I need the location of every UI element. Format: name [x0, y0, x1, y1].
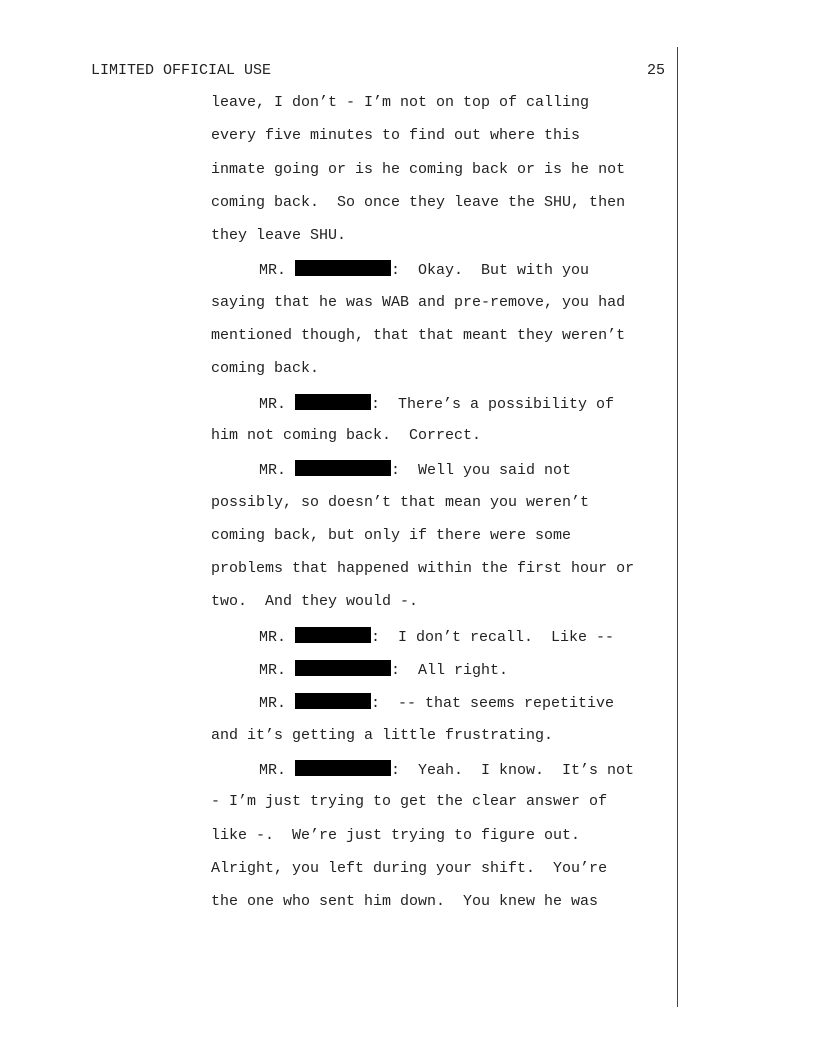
transcript-line — [0, 327, 677, 360]
transcript-line — [0, 394, 677, 427]
speaker-line — [259, 260, 589, 279]
redacted-name — [295, 260, 391, 276]
line-text: Alright, you left during your shift. You’re — [211, 859, 608, 877]
speaker-text: : Okay. But with you — [391, 262, 590, 280]
redacted-name — [295, 660, 391, 676]
line-text: coming back. So once they leave the SHU, then — [211, 193, 626, 211]
speaker-text: : -- that seems repetitive — [371, 695, 615, 713]
transcript-line — [0, 893, 677, 926]
transcript-line — [0, 760, 677, 793]
transcript-line — [0, 827, 677, 860]
speaker-prefix: MR. — [259, 628, 296, 646]
speaker-prefix: MR. — [259, 262, 296, 280]
transcript-line — [0, 727, 677, 760]
redacted-name — [295, 627, 371, 643]
transcript-line — [0, 793, 677, 826]
line-text: inmate going or is he coming back or is he not — [211, 160, 626, 178]
transcript-line — [0, 127, 677, 160]
line-text: like -. We’re just trying to figure out. — [211, 826, 581, 844]
speaker-prefix: MR. — [259, 695, 296, 713]
transcript-line — [0, 94, 677, 127]
speaker-prefix: MR. — [259, 662, 296, 680]
transcript-line — [0, 194, 677, 227]
line-text: every five minutes to find out where this — [211, 127, 581, 145]
line-text: leave, I don’t - I’m not on top of calling — [211, 94, 590, 111]
transcript-line — [0, 627, 677, 660]
speaker-line — [259, 394, 614, 413]
redacted-name — [295, 460, 391, 476]
transcript-line — [0, 527, 677, 560]
transcript-line — [0, 860, 677, 893]
line-text: him not coming back. Correct. — [211, 426, 482, 444]
transcript-line — [0, 260, 677, 293]
page-number: 25 — [647, 62, 666, 79]
speaker-line — [259, 627, 614, 646]
line-text: mentioned though, that that meant they weren’t — [211, 327, 626, 345]
transcript-line — [0, 693, 677, 726]
redacted-name — [295, 394, 371, 410]
speaker-text: : All right. — [391, 662, 509, 680]
transcript-line — [0, 494, 677, 527]
right-margin-rule — [677, 47, 678, 1007]
speaker-prefix: MR. — [259, 395, 296, 413]
line-text: - I’m just trying to get the clear answer of — [211, 793, 608, 811]
speaker-text: : Yeah. I know. It’s not — [391, 761, 635, 779]
speaker-line — [259, 660, 508, 679]
transcript-body — [0, 94, 677, 926]
transcript-line — [0, 460, 677, 493]
line-text: they leave SHU. — [211, 227, 347, 245]
line-text: possibly, so doesn’t that mean you weren’t — [211, 493, 590, 511]
speaker-line — [259, 460, 571, 479]
speaker-line — [259, 760, 634, 779]
redacted-name — [295, 760, 391, 776]
speaker-prefix: MR. — [259, 462, 296, 480]
line-text: coming back, but only if there were some — [211, 526, 572, 544]
line-text: and it’s getting a little frustrating. — [211, 726, 554, 744]
classification-header: LIMITED OFFICIAL USE — [91, 62, 272, 79]
transcript-line — [0, 294, 677, 327]
transcript-line — [0, 593, 677, 626]
speaker-text: : Well you said not — [391, 462, 572, 480]
transcript-line — [0, 560, 677, 593]
transcript-line — [0, 227, 677, 260]
line-text: coming back. — [211, 360, 320, 378]
speaker-text: : I don’t recall. Like -- — [371, 628, 615, 646]
speaker-line — [259, 693, 614, 712]
speaker-text: : There’s a possibility of — [371, 395, 615, 413]
transcript-line — [0, 427, 677, 460]
line-text: problems that happened within the first hour or — [211, 560, 635, 578]
redacted-name — [295, 693, 371, 709]
speaker-prefix: MR. — [259, 761, 296, 779]
line-text: two. And they would -. — [211, 593, 419, 611]
transcript-line — [0, 360, 677, 393]
transcript-line — [0, 161, 677, 194]
transcript-line — [0, 660, 677, 693]
line-text: saying that he was WAB and pre-remove, you had — [211, 293, 626, 311]
line-text: the one who sent him down. You knew he was — [211, 893, 599, 911]
